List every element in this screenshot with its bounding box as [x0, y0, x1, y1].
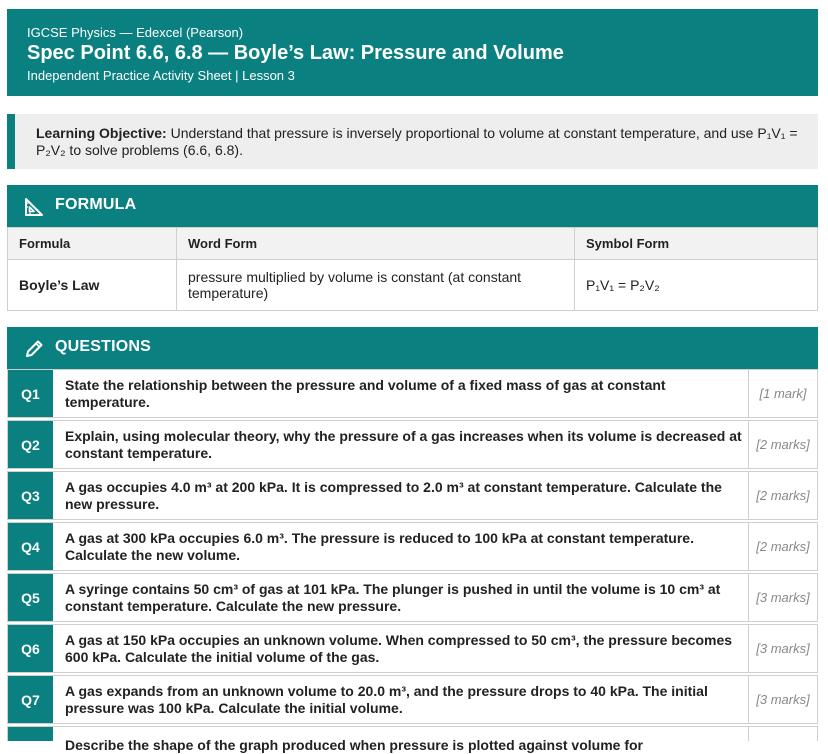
question-number: Q7	[8, 676, 53, 723]
question-number	[8, 727, 53, 741]
question-marks: [3 marks]	[748, 676, 817, 723]
formula-table	[7, 227, 818, 311]
sheet-meta: Independent Practice Activity Sheet | Lesson 3	[27, 68, 295, 83]
column-header: Symbol Form	[575, 228, 818, 260]
question-row	[7, 420, 818, 469]
formula-word-form: pressure multiplied by volume is constant (at constant temperature)	[177, 260, 575, 311]
question-marks: [2 marks]	[748, 472, 817, 519]
question-text: Describe the shape of the graph produced when pressure is plotted against volume for	[65, 737, 643, 753]
question-text: A gas at 300 kPa occupies 6.0 m³. The pressure is reduced to 100 kPa at constant temperature. Calculate the new volume.	[65, 529, 694, 563]
question-row	[7, 471, 818, 520]
question-text: A syringe contains 50 cm³ of gas at 101 kPa. The plunger is pushed in until the volume is 10 cm³ at constant temperature. Calculate the new pressure.	[65, 580, 721, 614]
question-text: State the relationship between the pressure and volume of a fixed mass of gas at constant temperature.	[65, 376, 666, 410]
questions-heading: QUESTIONS	[55, 338, 152, 355]
question-number: Q4	[8, 523, 53, 570]
column-header: Word Form	[177, 228, 575, 260]
formula-section-header	[7, 185, 818, 227]
question-text: A gas at 150 kPa occupies an unknown volume. When compressed to 50 cm³, the pressure becomes 600 kPa. Calculate the initial volume of the gas.	[65, 631, 733, 665]
question-text: A gas occupies 4.0 m³ at 200 kPa. It is compressed to 2.0 m³ at constant temperature. Calculate the new pressure.	[65, 478, 722, 512]
learning-objective	[7, 114, 818, 169]
objective-label: Learning Objective:	[36, 125, 167, 141]
formula-table-header	[8, 228, 818, 260]
question-row	[7, 369, 818, 418]
question-number: Q1	[8, 370, 53, 417]
question-text: A gas expands from an unknown volume to 20.0 m³, and the pressure drops to 40 kPa. The initial pressure was 100 kPa. Calculate the initial volume.	[65, 682, 708, 716]
question-marks: [2 marks]	[748, 523, 817, 570]
formula-symbol-form: P₁V₁ = P₂V₂	[575, 260, 818, 311]
question-marks: [3 marks]	[748, 625, 817, 672]
question-marks: [1 mark]	[748, 370, 817, 417]
question-row	[7, 675, 818, 724]
set-square-icon	[23, 196, 45, 218]
formula-heading: FORMULA	[55, 196, 137, 213]
question-number: Q6	[8, 625, 53, 672]
question-marks: [3 marks]	[748, 574, 817, 621]
course-subtitle: IGCSE Physics — Edexcel (Pearson)	[27, 25, 244, 40]
table-row	[8, 260, 818, 311]
question-number: Q3	[8, 472, 53, 519]
question-row	[7, 522, 818, 571]
page-title: Spec Point 6.6, 6.8 — Boyle’s Law: Pressure and Volume	[27, 42, 564, 64]
question-marks	[748, 727, 817, 741]
formula-name: Boyle’s Law	[8, 260, 177, 311]
objective-text: Understand that pressure is inversely proportional to volume at constant temperature, and use P₁V₁ = P₂V₂ to solve problems (6.6, 6.8).	[36, 125, 798, 158]
questions-section-header	[7, 327, 818, 369]
question-number: Q2	[8, 421, 53, 468]
question-row	[7, 624, 818, 673]
question-number: Q5	[8, 574, 53, 621]
pencil-icon	[23, 338, 45, 360]
question-row	[7, 726, 818, 753]
question-text: Explain, using molecular theory, why the pressure of a gas increases when its volume is decreased at constant temperature.	[65, 427, 742, 461]
column-header: Formula	[8, 228, 177, 260]
question-row	[7, 573, 818, 622]
page-header	[7, 9, 818, 96]
question-marks: [2 marks]	[748, 421, 817, 468]
